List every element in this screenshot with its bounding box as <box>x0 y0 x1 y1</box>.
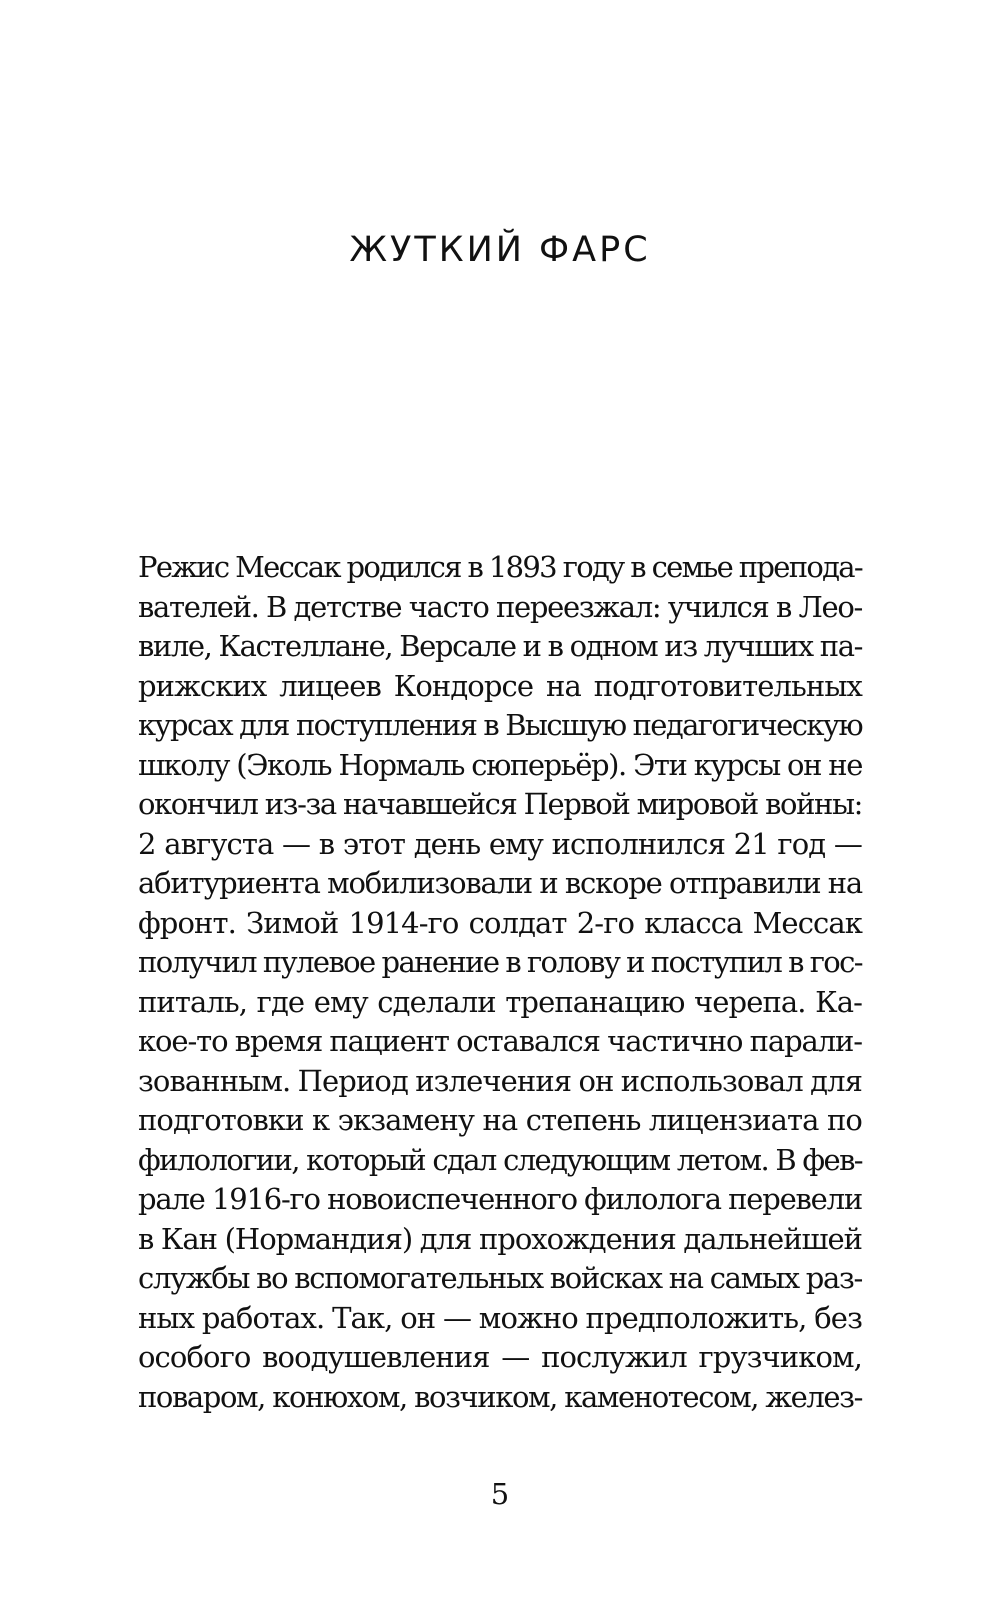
text-line: курсах для поступления в Высшую педагогическую <box>138 708 862 742</box>
text-line: подготовки к экзамену на степень лицензиата по <box>138 1103 862 1137</box>
text-line: рале 1916-го новоиспеченного филолога перевели <box>138 1182 862 1216</box>
body-paragraph <box>138 548 862 1417</box>
text-line: особого воодушевления — послужил грузчиком, <box>138 1340 862 1374</box>
text-line: абитуриента мобилизовали и вскоре отправили на <box>138 866 862 900</box>
text-line: фронт. Зимой 1914-го солдат 2-го класса Мессак <box>138 905 862 940</box>
text-line: питаль, где ему сделали трепанацию черепа. Ка- <box>138 984 862 1019</box>
text-line: рижских лицеев Кондорсе на подготовительных <box>138 668 862 703</box>
text-line: Режис Мессак родился в 1893 году в семье препода- <box>138 550 862 584</box>
text-line: вателей. В детстве часто переезжал: учился в Лео- <box>138 589 862 624</box>
text-line: кое-то время пациент оставался частично парали- <box>138 1024 862 1058</box>
text-line: в Кан (Нормандия) для прохождения дальнейшей <box>138 1221 862 1256</box>
text-line: школу (Эколь Нормаль сюперьёр). Эти курсы он не <box>138 747 862 782</box>
text-line: окончил из-за начавшейся Первой мировой войны: <box>138 787 862 821</box>
text-line: поваром, конюхом, возчиком, каменотесом, желез- <box>138 1379 862 1414</box>
text-line: зованным. Период излечения он использовал для <box>138 1063 862 1098</box>
text-line: службы во вспомогательных войсках на самых раз- <box>138 1261 862 1295</box>
text-line: 2 августа — в этот день ему исполнился 21 год — <box>138 826 862 861</box>
chapter-title: ЖУТКИЙ ФАРС <box>349 230 651 270</box>
text-line: виле, Кастеллане, Версале и в одном из лучших па- <box>138 629 862 663</box>
text-line: ных работах. Так, он — можно предположить, без <box>138 1300 862 1335</box>
text-line: получил пулевое ранение в голову и поступил в гос- <box>138 945 862 979</box>
page-number: 5 <box>490 1477 510 1511</box>
text-line: филологии, который сдал следующим летом. В фев- <box>138 1142 862 1177</box>
